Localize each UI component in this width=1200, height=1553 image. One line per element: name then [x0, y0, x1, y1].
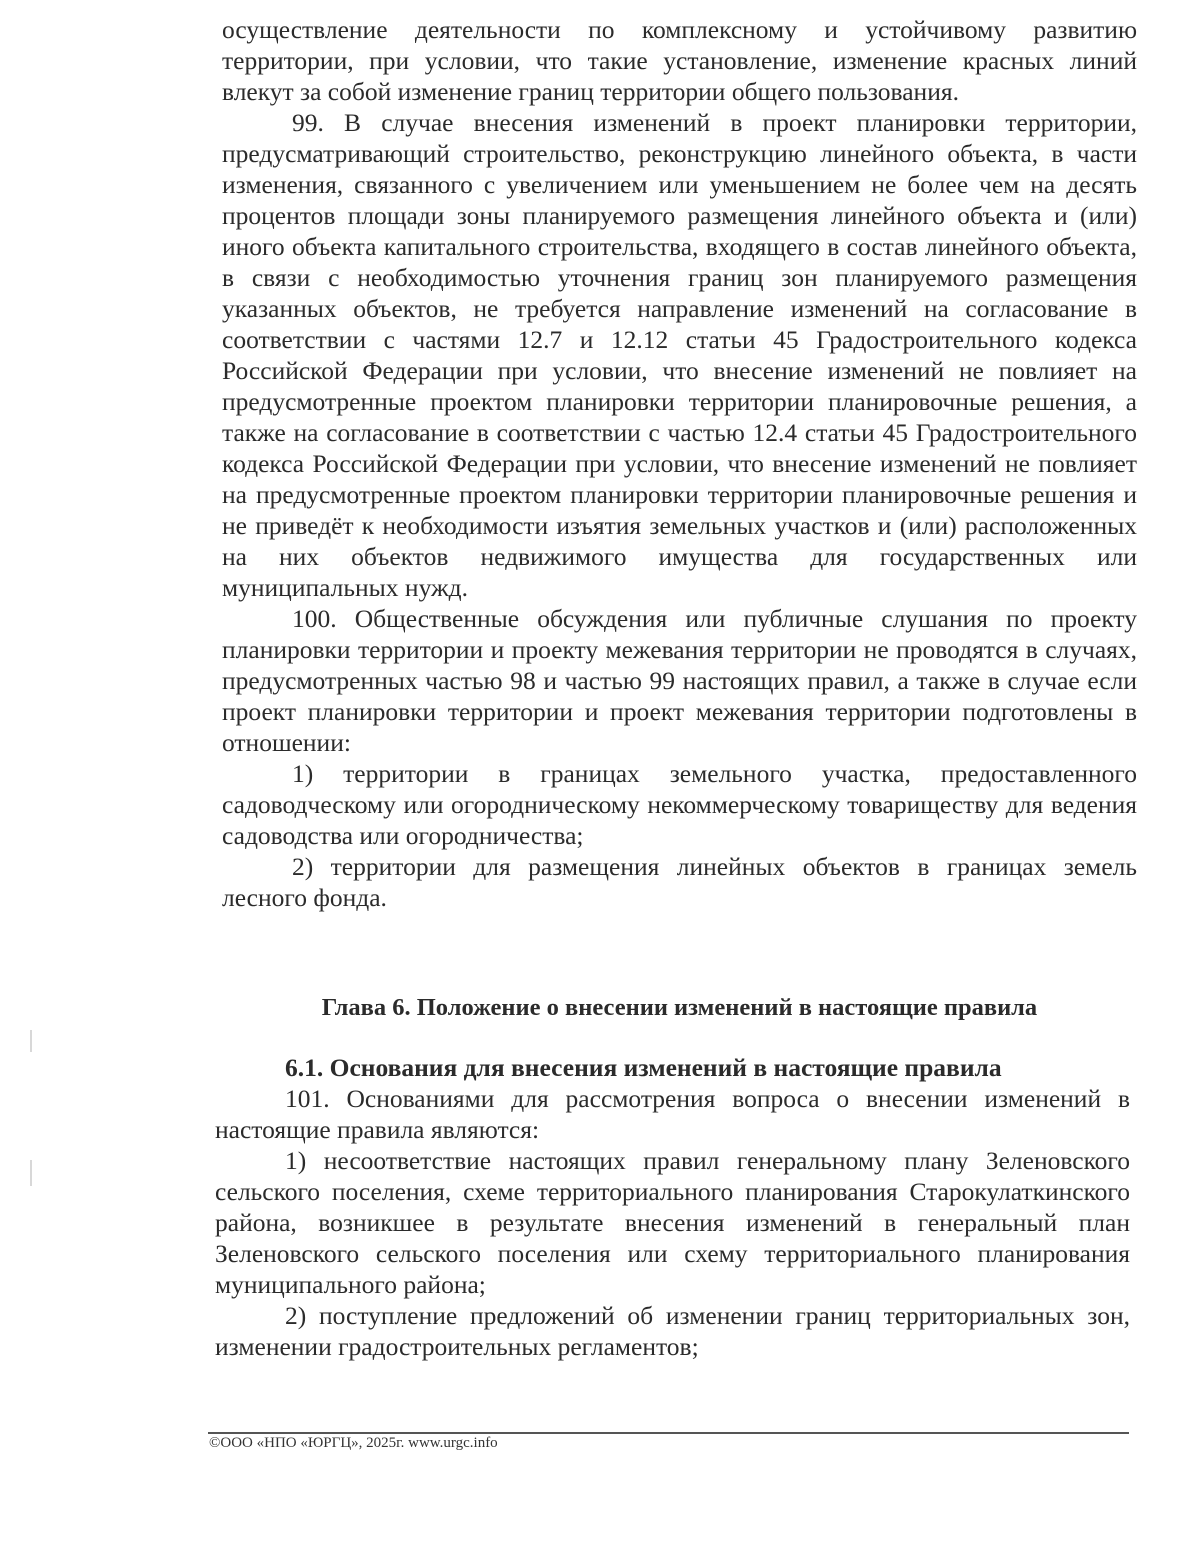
- footer-copyright: ©ООО «НПО «ЮРГЦ», 2025г. www.urgc.info: [209, 1435, 498, 1451]
- section-body: [215, 1052, 1130, 1362]
- section-title: 6.1. Основания для внесения изменений в настоящие правила: [285, 1053, 1002, 1082]
- paragraph-item-101: 101. Основаниями для рассмотрения вопроса о внесении изменений в настоящие правила являются:: [215, 1084, 1130, 1144]
- body-text: [222, 14, 1137, 913]
- list-item-100-2: 2) территории для размещения линейных объектов в границах земель лесного фонда.: [222, 852, 1137, 912]
- paragraph-item-99: 99. В случае внесения изменений в проект планировки территории, предусматривающий строительство, реконструкцию линейного объекта, в части изменения, связанного с увеличением или уменьшением не более чем на десять процентов площади зоны планируемого размещения линейного объекта и (или) иного объекта капитального строительства, входящего в состав линейного объекта, в связи с необходимостью уточнения границ зон планируемого размещения указанных объектов, не требуется направление изменений на согласование в соответствии с частями 12.7 и 12.12 статьи 45 Градостроительного кодекса Российской Федерации при условии, что внесение изменений не повлияет на предусмотренные проектом планировки территории планировочные решения, а также на согласование в соответствии с частью 12.4 статьи 45 Градостроительного кодекса Российской Федерации при условии, что внесение изменений не повлияет на предусмотренные проектом планировки территории планировочные решения и не приведёт к необходимости изъятия земельных участков и (или) расположенных на них объектов недвижимого имущества для государственных или муниципальных нужд.: [222, 108, 1137, 602]
- paragraph-continuation: осуществление деятельности по комплексному и устойчивому развитию территории, при условии, что такие установление, изменение красных линий влекут за собой изменение границ территории общего пользования.: [222, 15, 1137, 106]
- list-item-100-1: 1) территории в границах земельного участка, предоставленного садоводческому или огородническому некоммерческому товариществу для ведения садоводства или огородничества;: [222, 759, 1137, 850]
- chapter-title: Глава 6. Положение о внесении изменений в настоящие правила: [321, 994, 1038, 1021]
- scan-margin-mark: [30, 1160, 32, 1186]
- list-item-101-1: 1) несоответствие настоящих правил генеральному плану Зеленовского сельского поселения, схеме территориального планирования Старокулаткинского района, возникшее в результате внесения изменений в генеральный план Зеленовского сельского поселения или схему территориального планирования муниципального района;: [215, 1146, 1130, 1299]
- list-item-101-2: 2) поступление предложений об изменении границ территориальных зон, изменении градостроительных регламентов;: [215, 1301, 1130, 1361]
- paragraph-item-100: 100. Общественные обсуждения или публичные слушания по проекту планировки территории и проекту межевания территории не проводятся в случаях, предусмотренных частью 98 и частью 99 настоящих правил, а также в случае если проект планировки территории и проект межевания территории подготовлены в отношении:: [222, 604, 1137, 757]
- scan-margin-mark: [30, 1030, 32, 1052]
